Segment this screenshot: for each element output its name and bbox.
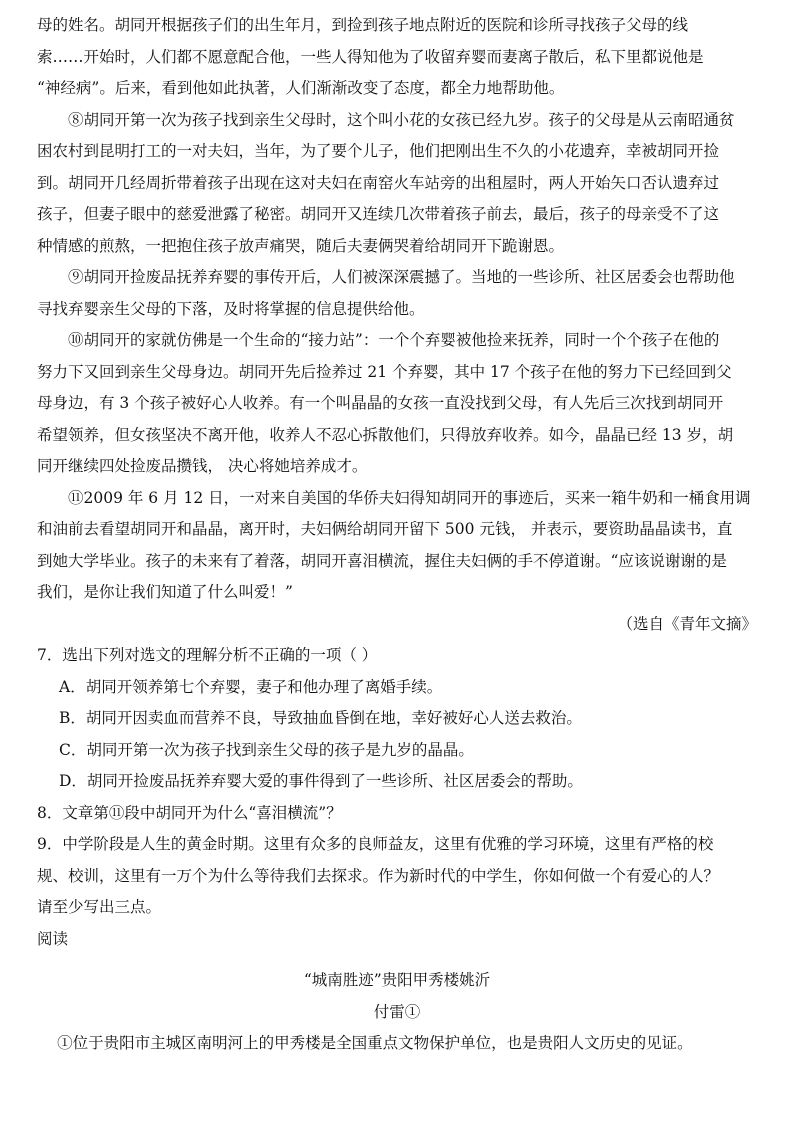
question-7-option-b: B．胡同开因卖血而营养不良，导致抽血昏倒在地，幸好被好心人送去救治。: [59, 709, 582, 727]
question-9-line: 9．中学阶段是人生的黄金时期。这里有众多的良师益友，这里有优雅的学习环境，这里有严格的校: [37, 835, 714, 853]
paragraph-10-start: ⑩胡同开的家就仿佛是一个生命的“接力站”：一个个弃婴被他捡来抚养，同时一个个孩子在他的: [68, 331, 720, 349]
article-line: 到。胡同开几经周折带着孩子出现在这对夫妇在南窑火车站旁的出租屋时，两人开始矢口否认遗弃过: [37, 173, 720, 192]
article-line: 和油前去看望胡同开和晶晶，离开时，夫妇俩给胡同开留下 500 元钱， 并表示，要资助晶晶读书，直: [37, 520, 733, 538]
article-line: 同开继续四处捡废品攒钱， 决心将她培养成才。: [37, 457, 368, 475]
article-line: 到她大学毕业。孩子的未来有了着落，胡同开喜泪横流，握住夫妇俩的手不停道谢。“应该说谢谢的是: [37, 551, 727, 570]
question-7-option-a: A．胡同开领养第七个弃婴，妻子和他办理了离婚手续。: [59, 677, 443, 696]
question-9-line: 规、校训，这里有一万个为什么等待我们去探求。作为新时代的中学生，你如何做一个有爱心的人？: [37, 866, 720, 885]
paragraph-9-start: ⑨胡同开捡废品抚养弃婴的事传开后，人们被深深震撼了。当地的一些诊所、社区居委会也帮助他: [68, 268, 735, 286]
article-line: 母身边，有 3 个孩子被好心人收养。有一个叫晶晶的女孩一直没找到父母，有人先后三次找到胡同开: [37, 394, 724, 412]
article-source: （选自《青年文摘》: [617, 614, 757, 633]
article-line: 种情感的煎熬，一把抱住孩子放声痛哭，随后夫妻俩哭着给胡同开下跪谢恩。: [37, 236, 565, 255]
article-line: 母的姓名。胡同开根据孩子们的出生年月，到捡到孩子地点附近的医院和诊所寻找孩子父母的线: [37, 16, 689, 34]
paragraph-8-start: ⑧胡同开第一次为孩子找到亲生父母时，这个叫小花的女孩已经九岁。孩子的父母是从云南昭通贫: [68, 110, 735, 129]
document-content: [37, 10, 757, 1060]
question-9-line: 请至少写出三点。: [37, 898, 162, 916]
article-line: 我们，是你让我们知道了什么叫爱！”: [37, 583, 293, 601]
question-7-stem: 7．选出下列对选文的理解分析不正确的一项（ ）: [37, 646, 378, 664]
article-line: 孩子，但妻子眼中的慈爱泄露了秘密。胡同开又连续几次带着孩子前去，最后，孩子的母亲受不了这: [37, 205, 720, 223]
question-7-option-d: D．胡同开捡废品抚养弃婴大爱的事件得到了一些诊所、社区居委会的帮助。: [59, 772, 583, 790]
reading-title: “城南胜迹”贵阳甲秀楼姚沂: [303, 971, 491, 989]
paragraph-11-start: ⑪2009 年 6 月 12 日，一对来自美国的华侨夫妇得知胡同开的事迹后，买来一箱牛奶和一桶食用调: [68, 488, 751, 507]
article-line: 索……开始时，人们都不愿意配合他，一些人得知他为了收留弃婴而妻离子散后，私下里都说他是: [37, 47, 704, 66]
article-line: 困农村到昆明打工的一对夫妇，当年，为了要个儿子，他们把刚出生不久的小花遗弃，幸被胡同开捡: [37, 142, 720, 160]
article-line: 寻找弃婴亲生父母的下落，及时将掌握的信息提供给他。: [37, 299, 425, 318]
reading-author: 付雷①: [373, 1002, 421, 1021]
question-8: 8．文章第⑪段中胡同开为什么“喜泪横流”？: [37, 803, 342, 822]
article-line: 努力下又回到亲生父母身边。胡同开先后捡养过 21 个弃婴，其中 17 个孩子在他的努力下已经回到父: [37, 362, 732, 381]
reading-label: 阅读: [37, 929, 69, 948]
article-line: 希望领养，但女孩坚决不离开他，收养人不忍心拆散他们，只得放弃收养。如今，晶晶已经 13 岁，胡: [37, 425, 734, 444]
question-7-option-c: C．胡同开第一次为孩子找到亲生父母的孩子是九岁的晶晶。: [59, 740, 474, 759]
article-line: “神经病”。后来，看到他如此执著，人们渐渐改变了态度，都全力地帮助他。: [37, 79, 565, 97]
reading-first-line: ①位于贵阳市主城区南明河上的甲秀楼是全国重点文物保护单位，也是贵阳人文历史的见证。: [57, 1034, 693, 1052]
